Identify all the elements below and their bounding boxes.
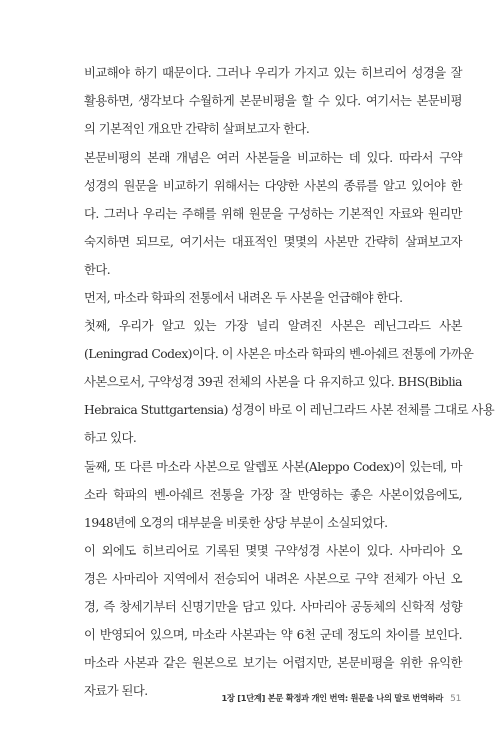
body-line: 성경의 원문을 비교하기 위해서는 다양한 사본의 종류를 알고 있어야 한	[84, 179, 462, 193]
body-line: 이 반영되어 있으며, 마소라 사본과는 약 6천 군데 정도의 차이를 보인다.	[84, 628, 462, 642]
page-number: 51	[450, 694, 461, 704]
body-line: 활용하면, 생각보다 수월하게 본문비평을 할 수 있다. 여기서는 본문비평	[84, 94, 462, 108]
body-line: 첫째, 우리가 알고 있는 가장 널리 알려진 사본은 레닌그라드 사본	[84, 319, 462, 333]
body-line: 다. 그러나 우리는 주해를 위해 원문을 구성하는 기본적인 자료와 원리만	[84, 207, 462, 221]
body-line: 의 기본적인 개요만 간략히 살펴보고자 한다.	[84, 122, 310, 136]
body-line: (Leningrad Codex)이다. 이 사본은 마소라 학파의 벤-아쉐르 전통에 가까운	[84, 347, 474, 361]
body-line: 사본으로서, 구약성경 39권 전체의 사본을 다 유지하고 있다. BHS(Biblia	[84, 375, 462, 389]
body-line: 자료가 된다.	[84, 684, 148, 698]
body-line: 비교해야 하기 때문이다. 그러나 우리가 가지고 있는 히브리어 성경을 잘	[84, 66, 462, 80]
body-line: 둘째, 또 다른 마소라 사본으로 알렙포 사본(Aleppo Codex)이 있는데, 마	[84, 460, 462, 474]
footer-chapter-title: 1장 [1단계] 본문 확정과 개인 번역: 원문을 나의 말로 번역하라	[221, 693, 444, 703]
body-line: 먼저, 마소라 학파의 전통에서 내려온 두 사본을 언급해야 한다.	[84, 291, 403, 305]
body-line: 본문비평의 본래 개념은 여러 사본들을 비교하는 데 있다. 따라서 구약	[84, 151, 462, 165]
body-line: 경은 사마리아 지역에서 전승되어 내려온 사본으로 구약 전체가 아닌 오	[84, 572, 462, 586]
body-line: 마소라 사본과 같은 원본으로 보기는 어렵지만, 본문비평을 위한 유익한	[84, 656, 462, 670]
body-line: 하고 있다.	[84, 431, 137, 445]
body-line: 숙지하면 되므로, 여기서는 대표적인 몇몇의 사본만 간략히 살펴보고자	[84, 235, 462, 249]
running-footer	[150, 690, 461, 706]
body-line: 소라 학파의 벤-아쉐르 전통을 가장 잘 반영하는 좋은 사본이었음에도,	[84, 488, 462, 502]
body-line: 한다.	[84, 263, 111, 277]
body-line: Hebraica Stuttgartensia) 성경이 바로 이 레닌그라드 사본 전체를 그대로 사용	[84, 403, 495, 417]
body-line: 1948년에 오경의 대부분을 비롯한 상당 부분이 소실되었다.	[84, 516, 388, 530]
body-line: 경, 즉 창세기부터 신명기만을 담고 있다. 사마리아 공동체의 신학적 성향	[84, 600, 462, 614]
body-line: 이 외에도 히브리어로 기록된 몇몇 구약성경 사본이 있다. 사마리아 오	[84, 544, 462, 558]
